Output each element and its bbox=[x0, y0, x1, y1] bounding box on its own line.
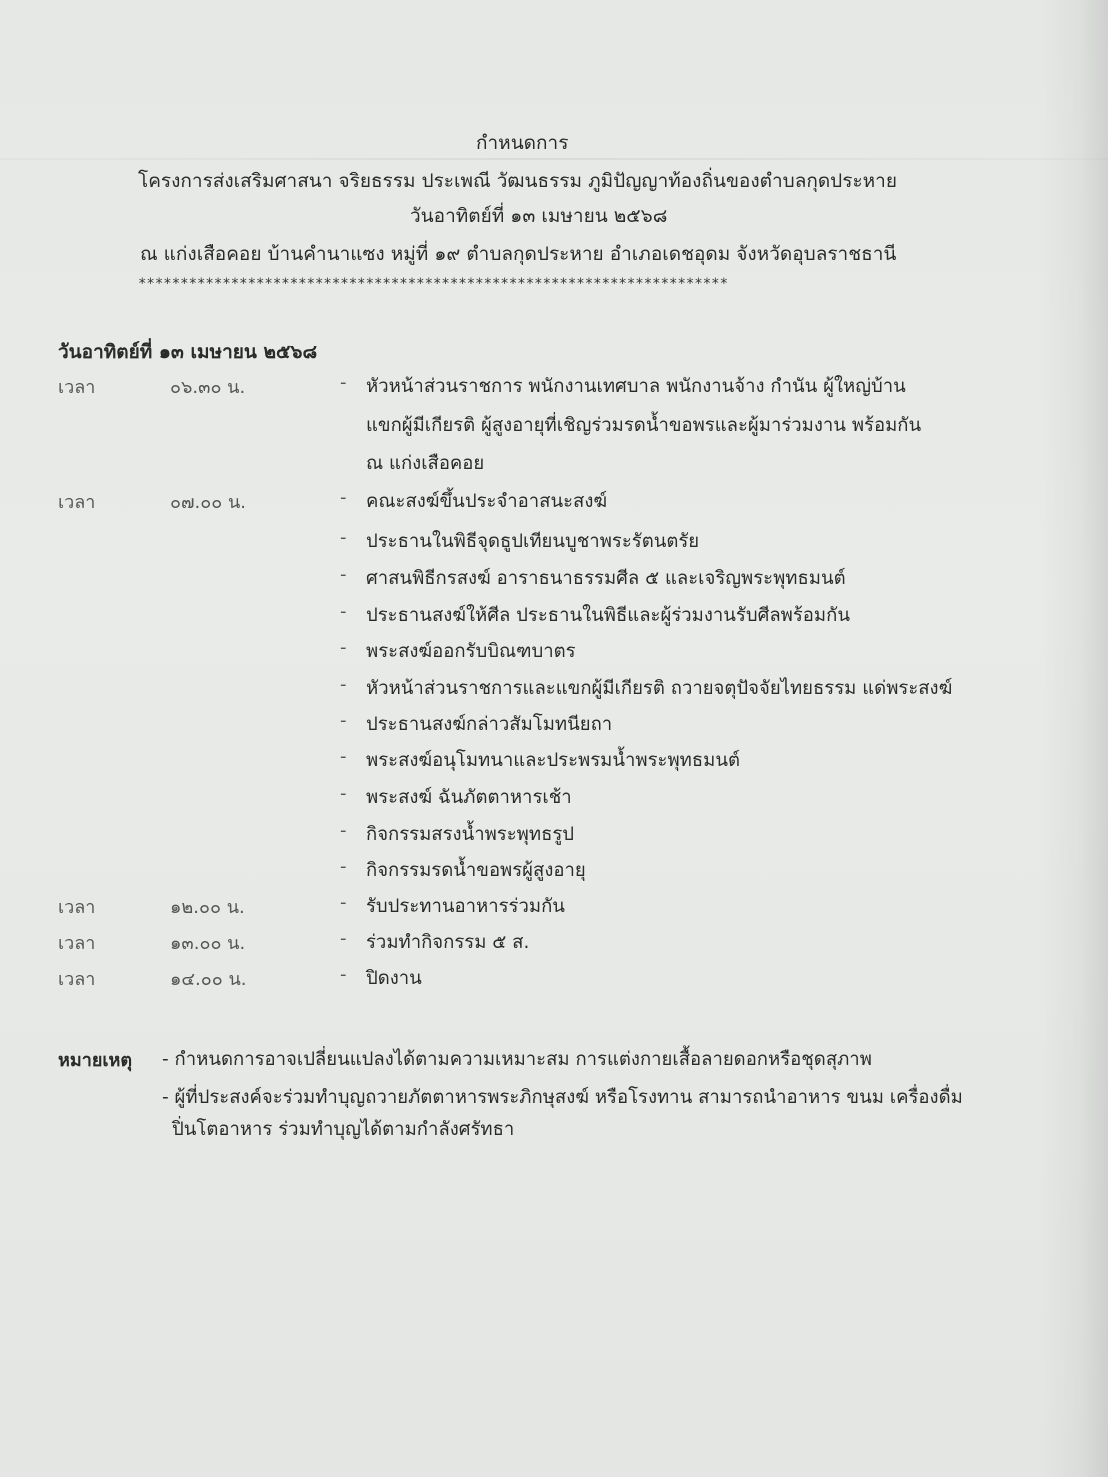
note-line: - ผู้ที่ประสงค์จะร่วมทำบุญถวายภัตตาหารพระภิกษุสงฆ์ หรือโรงทาน สามารถนำอาหาร ขนม เครื่องดื่ม bbox=[162, 1087, 963, 1108]
schedule-row bbox=[0, 964, 1108, 994]
schedule-text: ประธานสงฆ์กล่าวสัมโมทนียถา bbox=[366, 714, 613, 735]
time-value: ๑๒.๐๐ น. bbox=[170, 897, 245, 918]
bullet-dash: - bbox=[340, 746, 347, 767]
schedule-row bbox=[0, 527, 1108, 557]
schedule-row bbox=[0, 487, 1108, 517]
schedule-row bbox=[0, 564, 1108, 594]
time-value: ๑๔.๐๐ น. bbox=[170, 969, 247, 990]
schedule-row bbox=[0, 783, 1108, 813]
schedule-text: พระสงฆ์ออกรับบิณฑบาตร bbox=[366, 641, 576, 662]
schedule-row bbox=[0, 449, 1108, 479]
schedule-text: กิจกรรมรดน้ำขอพรผู้สูงอายุ bbox=[366, 860, 586, 881]
time-value: ๑๓.๐๐ น. bbox=[170, 933, 246, 954]
schedule-text: แขกผู้มีเกียรติ ผู้สูงอายุที่เชิญร่วมรดน้ำขอพรและผู้มาร่วมงาน พร้อมกัน bbox=[366, 415, 922, 436]
bullet-dash: - bbox=[340, 487, 347, 508]
schedule-text: ประธานในพิธีจุดธูปเทียนบูชาพระรัตนตรัย bbox=[366, 531, 700, 552]
bullet-dash: - bbox=[340, 527, 347, 548]
schedule-text: ประธานสงฆ์ให้ศีล ประธานในพิธีและผู้ร่วมงานรับศีลพร้อมกัน bbox=[366, 605, 850, 626]
bullet-dash: - bbox=[340, 964, 347, 985]
schedule-row bbox=[0, 372, 1108, 402]
bullet-dash: - bbox=[340, 820, 347, 841]
schedule-row bbox=[0, 710, 1108, 740]
bullet-dash: - bbox=[340, 674, 347, 695]
bullet-dash: - bbox=[340, 564, 347, 585]
schedule-row bbox=[0, 746, 1108, 776]
divider-stars: ********************************************************************** bbox=[138, 276, 729, 292]
time-label: เวลา bbox=[58, 897, 96, 918]
schedule-row bbox=[0, 601, 1108, 631]
schedule-text: รับประทานอาหารร่วมกัน bbox=[366, 896, 565, 917]
day-heading: วันอาทิตย์ที่ ๑๓ เมษายน ๒๕๖๘ bbox=[58, 341, 318, 363]
schedule-row bbox=[0, 674, 1108, 704]
time-value: ๐๖.๓๐ น. bbox=[170, 377, 246, 398]
schedule-row bbox=[0, 637, 1108, 667]
time-label: เวลา bbox=[58, 969, 96, 990]
bullet-dash: - bbox=[340, 637, 347, 658]
time-label: เวลา bbox=[58, 492, 96, 513]
bullet-dash: - bbox=[340, 372, 347, 393]
schedule-text: หัวหน้าส่วนราชการ พนักงานเทศบาล พนักงานจ้าง กำนัน ผู้ใหญ่บ้าน bbox=[366, 376, 906, 397]
schedule-row bbox=[0, 892, 1108, 922]
bullet-dash: - bbox=[340, 892, 347, 913]
bullet-dash: - bbox=[340, 856, 347, 877]
schedule-text: คณะสงฆ์ขึ้นประจำอาสนะสงฆ์ bbox=[366, 491, 608, 512]
schedule-text: พระสงฆ์ ฉันภัตตาหารเช้า bbox=[366, 787, 572, 808]
schedule-text: ศาสนพิธีกรสงฆ์ อาราธนาธรรมศีล ๕ และเจริญพระพุทธมนต์ bbox=[366, 568, 846, 589]
bullet-dash: - bbox=[340, 601, 347, 622]
schedule-text: ณ แก่งเสือคอย bbox=[366, 453, 485, 474]
event-date: วันอาทิตย์ที่ ๑๓ เมษายน ๒๕๖๘ bbox=[410, 205, 668, 227]
time-label: เวลา bbox=[58, 933, 96, 954]
schedule-row bbox=[0, 820, 1108, 850]
paper-fold-line bbox=[0, 158, 1108, 160]
notes-label: หมายเหตุ bbox=[58, 1050, 133, 1071]
schedule-row bbox=[0, 856, 1108, 886]
bullet-dash: - bbox=[340, 928, 347, 949]
note-line: - กำหนดการอาจเปลี่ยนแปลงได้ตามความเหมาะสม การแต่งกายเสื้อลายดอกหรือชุดสุภาพ bbox=[162, 1049, 872, 1070]
schedule-row bbox=[0, 928, 1108, 958]
schedule-text: กิจกรรมสรงน้ำพระพุทธรูป bbox=[366, 824, 575, 845]
bullet-dash: - bbox=[340, 783, 347, 804]
project-name: โครงการส่งเสริมศาสนา จริยธรรม ประเพณี วัฒนธรรม ภูมิปัญญาท้องถิ่นของตำบลกุดประหาย bbox=[138, 170, 897, 192]
schedule-text: หัวหน้าส่วนราชการและแขกผู้มีเกียรติ ถวายจตุปัจจัยไทยธรรม แด่พระสงฆ์ bbox=[366, 678, 953, 699]
schedule-text: พระสงฆ์อนุโมทนาและประพรมน้ำพระพุทธมนต์ bbox=[366, 750, 741, 771]
schedule-text: ร่วมทำกิจกรรม ๕ ส. bbox=[366, 932, 530, 953]
time-value: ๐๗.๐๐ น. bbox=[170, 492, 246, 513]
bullet-dash: - bbox=[340, 710, 347, 731]
doc-title: กำหนดการ bbox=[476, 132, 569, 154]
event-venue: ณ แก่งเสือคอย บ้านคำนาแซง หมู่ที่ ๑๙ ตำบลกุดประหาย อำเภอเดชอุดม จังหวัดอุบลราชธานี bbox=[140, 243, 897, 265]
schedule-row bbox=[0, 411, 1108, 441]
time-label: เวลา bbox=[58, 377, 96, 398]
schedule-text: ปิดงาน bbox=[366, 968, 422, 989]
note-line: ปิ่นโตอาหาร ร่วมทำบุญได้ตามกำลังศรัทธา bbox=[172, 1119, 515, 1140]
